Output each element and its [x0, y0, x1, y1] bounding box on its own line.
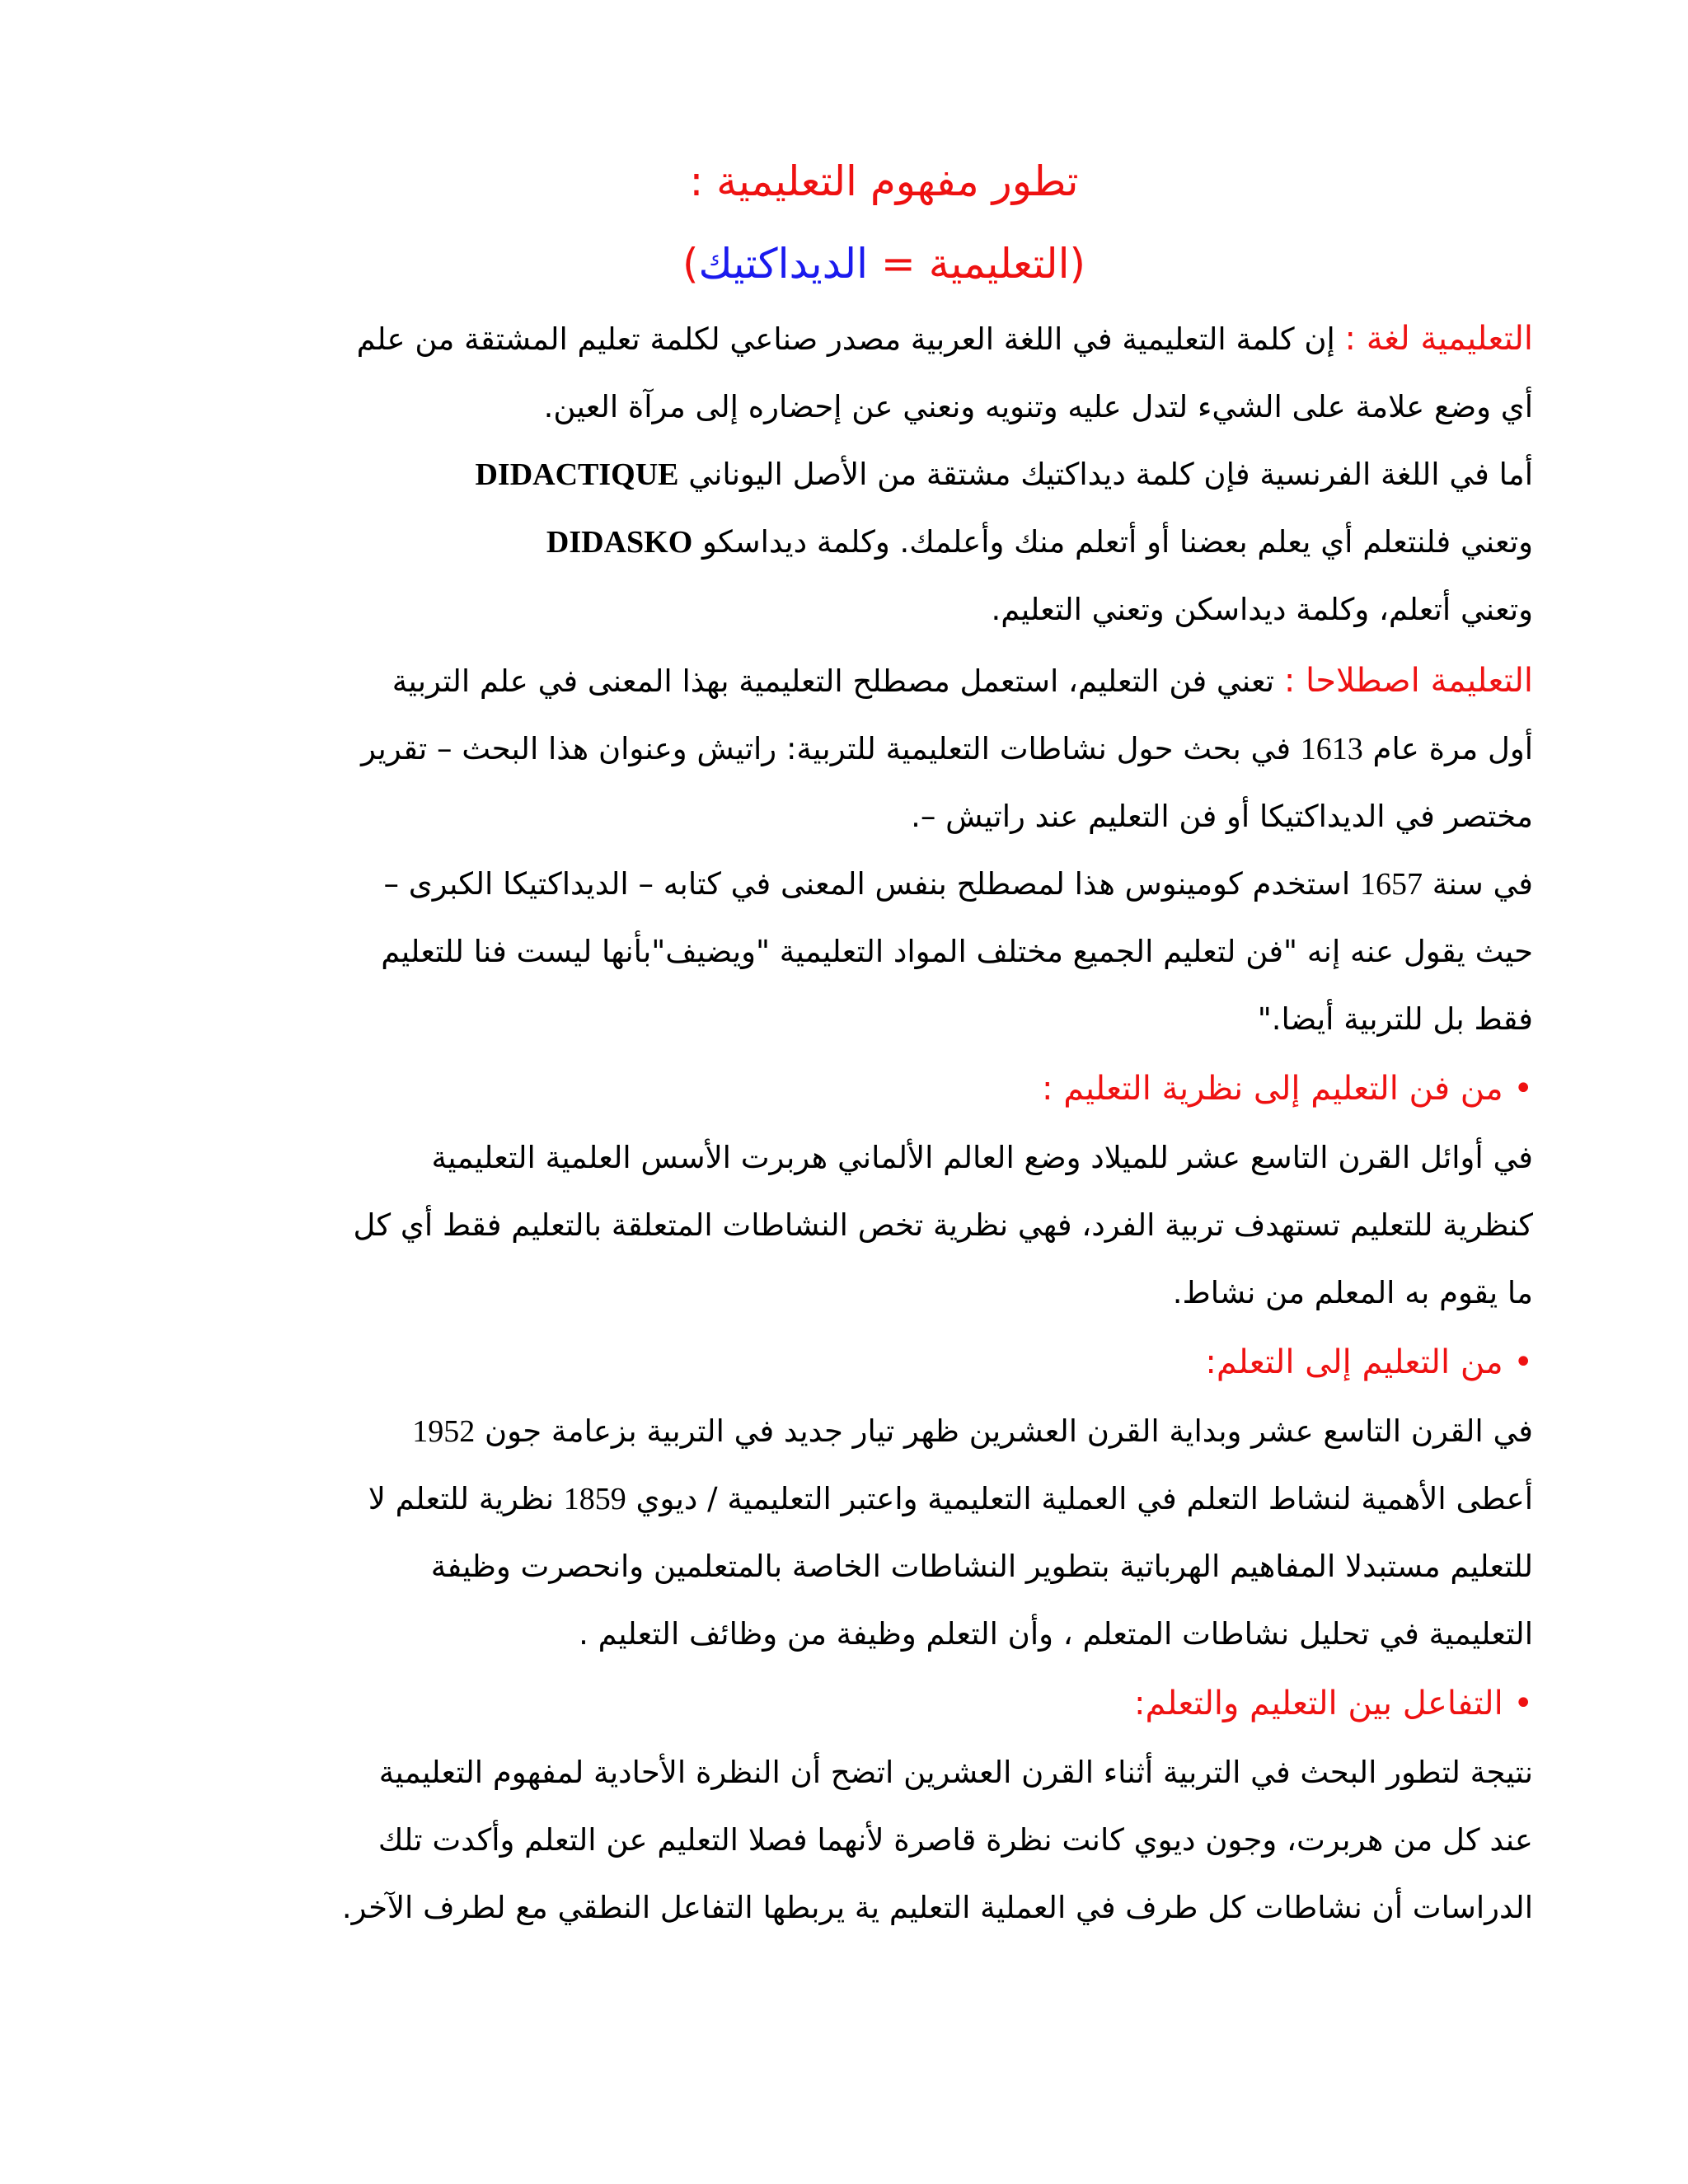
section-istilahan [169, 647, 1533, 1053]
istilahan-line3: مختصر في الديداكتيكا أو فن التعليم عند راتيش –. [911, 799, 1533, 834]
subtitle-open-paren: ( [1069, 240, 1086, 288]
istilahan-line1: تعني فن التعليم، استعمل مصطلح التعليمية بهذا المعنى في علم التربية [392, 663, 1284, 699]
year-1859: 1859 [563, 1482, 626, 1516]
section1-line1: في أوائل القرن التاسع عشر للميلاد وضع العالم الألماني هربرت الأسس العلمية التعليمية [431, 1140, 1533, 1175]
lugha-line4-text: وتعني فلنتعلم أي يعلم بعضنا أو أتعلم منك وأعلمك. وكلمة ديداسكو [692, 524, 1533, 560]
section-interaction [169, 1668, 1533, 1942]
section2-line1-a: في القرن التاسع عشر وبداية القرن العشرين ظهر تيار جديد في التربية بزعامة جون [475, 1413, 1533, 1449]
paragraph-line [169, 509, 1533, 576]
istilahan-lead: التعليمة اصطلاحا : [1283, 662, 1533, 700]
istilahan-line6: فقط بل للتربية أيضا." [1257, 1001, 1533, 1037]
section3-line2: عند كل من هربرت، وجون ديوي كانت نظرة قاصرة لأنهما فصلا التعليم عن التعلم وأكدت تلك [377, 1822, 1533, 1858]
lugha-line1: إن كلمة التعليمية في اللغة العربية مصدر صناعي لكلمة تعليم المشتقة من علم [356, 321, 1345, 357]
subtitle-equals: = [868, 240, 929, 288]
paragraph-line [169, 1398, 1533, 1465]
subtitle-term-didactique: الديداكتيك [698, 240, 869, 288]
section-heading: • من فن التعليم إلى نظرية التعليم : [1042, 1070, 1533, 1108]
paragraph-line [169, 715, 1533, 783]
paragraph-line [169, 305, 1533, 373]
paragraph-line [169, 851, 1533, 918]
year-1613: 1613 [1300, 732, 1363, 766]
paragraph-line [169, 647, 1533, 715]
section2-line3: للتعليم مستبدلا المفاهيم الهرباتية بتطوير النشاطات الخاصة بالمتعلمين وانحصرت وظيفة [430, 1549, 1533, 1584]
section2-line2-a: أعطى الأهمية لنشاط التعلم في العملية التعليمية واعتبر التعليمية / ديوي [626, 1481, 1533, 1516]
section1-line2: كنظرية للتعليم تستهدف تربية الفرد، فهي نظرية تخص النشاطات المتعلقة بالتعليم فقط أي كل [353, 1207, 1533, 1243]
istilahan-line2-a: أول مرة عام [1362, 731, 1533, 766]
subtitle-close-paren: ) [682, 240, 699, 288]
page-subtitle [235, 223, 1533, 305]
section-heading: • التفاعل بين التعليم والتعلم: [1134, 1685, 1533, 1722]
section3-line3: الدراسات أن نشاطات كل طرف في العملية التعليم ية يربطها التفاعل النطقي مع لطرف الآخر. [341, 1890, 1533, 1925]
istilahan-line4-a: في سنة [1422, 866, 1533, 902]
section-teaching-to-learning [169, 1327, 1533, 1668]
paragraph-line [169, 441, 1533, 509]
paragraph-line [169, 1465, 1533, 1533]
page-title: تطور مفهوم التعليمية : [689, 157, 1079, 205]
lugha-line3-text: أما في اللغة الفرنسية فإن كلمة ديداكتيك مشتقة من الأصل اليوناني [678, 457, 1533, 492]
latin-term-didactique: DIDACTIQUE [475, 457, 679, 492]
latin-term-didasko: DIDASKO [546, 525, 693, 560]
lugha-line5: وتعني أتعلم، وكلمة ديداسكن وتعني التعليم. [991, 592, 1533, 627]
lugha-line2: أي وضع علامة على الشيء لتدل عليه وتنويه ونعني عن إحضاره إلى مرآة العين. [543, 389, 1533, 424]
section2-line4: التعليمية في تحليل نشاطات المتعلم ، وأن التعلم وظيفة من وظائف التعليم . [579, 1616, 1533, 1652]
year-1657: 1657 [1359, 867, 1423, 902]
istilahan-line4-b: استخدم كومينوس هذا لمصطلح بنفس المعنى في كتابه – الديداكتيكا الكبرى – [383, 866, 1360, 902]
section2-line2-b: نظرية للتعلم لا [368, 1481, 564, 1516]
istilahan-line2-b: في بحث حول نشاطات التعليمية للتربية: راتيش وعنوان هذا البحث – تقرير [361, 731, 1301, 766]
section-art-to-theory [169, 1053, 1533, 1327]
section3-line1: نتيجة لتطور البحث في التربية أثناء القرن العشرين اتضح أن النظرة الأحادية لمفهوم التعليمية [378, 1755, 1533, 1790]
lugha-lead: التعليمية لغة : [1344, 320, 1533, 358]
year-1952: 1952 [412, 1414, 476, 1449]
section1-line3: ما يقوم به المعلم من نشاط. [1172, 1275, 1533, 1310]
subtitle-term-taalimiya: التعليمية [928, 240, 1070, 288]
document-page [169, 140, 1533, 1942]
section-lugha [169, 305, 1533, 644]
istilahan-line5: حيث يقول عنه إنه "فن لتعليم الجميع مختلف المواد التعليمية "ويضيف"بأنها ليست فنا للتعليم [381, 934, 1533, 969]
section-heading: • من التعليم إلى التعلم: [1205, 1343, 1533, 1381]
